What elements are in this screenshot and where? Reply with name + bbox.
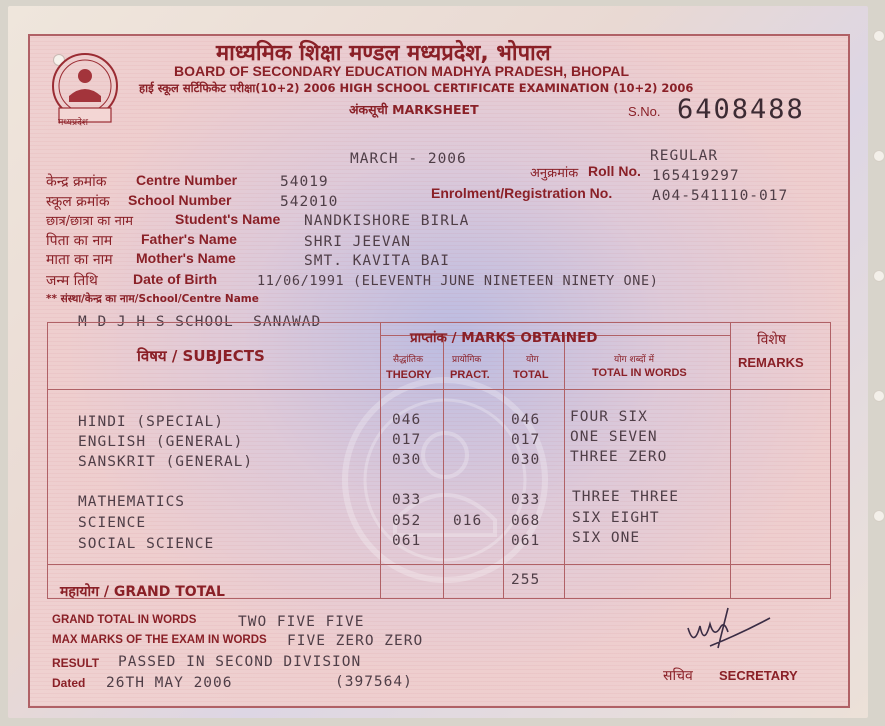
dob-value: 11/06/1991 (ELEVENTH JUNE NINETEEN NINETY ONE) [257, 273, 659, 289]
centre-number: 54019 [280, 174, 329, 190]
total-mark: 017 [511, 432, 541, 448]
total-in-words: ONE SEVEN [570, 429, 658, 445]
student-name: NANDKISHORE BIRLA [304, 213, 470, 229]
grand-total-value: 255 [511, 572, 541, 588]
pract-mark: 016 [453, 513, 483, 529]
table-divider [48, 564, 830, 565]
roll-number: 165419297 [652, 168, 740, 184]
grand-total-label: महायोग / GRAND TOTAL [60, 584, 225, 600]
subject-name: HINDI (SPECIAL) [78, 414, 224, 430]
board-title-english: BOARD OF SECONDARY EDUCATION MADHYA PRADESH, BHOPAL [174, 63, 630, 79]
binder-ring [873, 510, 885, 522]
school-name: M D J H S SCHOOL SANAWAD [78, 314, 322, 330]
dated-value: 26TH MAY 2006 [106, 675, 233, 691]
subjects-header: विषय / SUBJECTS [137, 347, 265, 365]
max-marks-value: FIVE ZERO ZERO [287, 633, 424, 649]
father-name: SHRI JEEVAN [304, 234, 412, 250]
total-header: TOTAL [513, 369, 549, 381]
sno-value: 6408488 [677, 94, 805, 125]
student-label: Student's Name [175, 211, 281, 227]
binder-ring [873, 270, 885, 282]
pract-header: PRACT. [450, 369, 490, 381]
gt-words-label: GRAND TOTAL IN WORDS [52, 614, 197, 626]
exam-title: हाई स्कूल सर्टिफिकेट परीक्षा(10+2) 2006 HIGH SCHOOL CERTIFICATE EXAMINATION (10+2) 2006 [139, 81, 694, 95]
father-label-hi: पिता का नाम [46, 233, 113, 249]
total-mark: 030 [511, 452, 541, 468]
binder-ring [873, 390, 885, 402]
total-mark: 061 [511, 533, 541, 549]
remarks-header: REMARKS [738, 355, 804, 370]
result-value: PASSED IN SECOND DIVISION [118, 654, 362, 670]
subject-name: ENGLISH (GENERAL) [78, 434, 244, 450]
theory-mark: 030 [392, 452, 422, 468]
school-label: School Number [128, 192, 232, 208]
secretary-signature-icon [680, 598, 780, 658]
binder-ring [873, 150, 885, 162]
secretary-label: SECRETARY [719, 668, 798, 683]
remarks-header-hi: विशेष [757, 332, 787, 348]
pract-header-hi: प्रायोगिक [452, 355, 482, 365]
mother-name: SMT. KAVITA BAI [304, 253, 450, 269]
centre-label: Centre Number [136, 172, 238, 188]
words-header: TOTAL IN WORDS [592, 367, 687, 379]
table-divider [730, 323, 731, 598]
centre-label-hi: केन्द्र क्रमांक [46, 174, 107, 190]
exam-session: MARCH - 2006 [350, 151, 467, 167]
school-label-hi: स्कूल क्रमांक [46, 194, 110, 210]
total-in-words: SIX EIGHT [572, 510, 660, 526]
father-label: Father's Name [141, 231, 237, 247]
total-mark: 068 [511, 513, 541, 529]
enrolment-label: Enrolment/Registration No. [431, 185, 613, 201]
roll-label-hi: अनुक्रमांक [530, 166, 579, 181]
board-title-hindi: माध्यमिक शिक्षा मण्डल मध्यप्रदेश, भोपाल [216, 41, 551, 66]
reference-code: (397564) [335, 674, 413, 690]
sno-label: S.No. [628, 104, 661, 119]
secretary-label-hi: सचिव [663, 668, 693, 684]
gt-words-value: TWO FIVE FIVE [238, 614, 365, 630]
total-header-hi: योग [526, 355, 539, 365]
theory-header-hi: सैद्धांतिक [393, 355, 423, 365]
result-label: RESULT [52, 656, 100, 670]
mother-label: Mother's Name [136, 250, 236, 266]
table-divider [443, 335, 444, 598]
seal-label: मध्यप्रदेश [58, 117, 89, 127]
theory-mark: 052 [392, 513, 422, 529]
dated-label: Dated [52, 676, 86, 690]
subject-name: SOCIAL SCIENCE [78, 536, 215, 552]
total-in-words: SIX ONE [572, 530, 641, 546]
school-number: 542010 [280, 194, 339, 210]
binder-ring [873, 30, 885, 42]
total-in-words: FOUR SIX [570, 409, 648, 425]
marks-obtained-header: प्राप्तांक / MARKS OBTAINED [410, 330, 598, 346]
subject-name: SANSKRIT (GENERAL) [78, 454, 254, 470]
total-mark: 033 [511, 492, 541, 508]
mother-label-hi: माता का नाम [46, 252, 113, 268]
table-divider [503, 335, 504, 598]
theory-mark: 033 [392, 492, 422, 508]
theory-mark: 017 [392, 432, 422, 448]
dob-label: Date of Birth [133, 271, 217, 287]
dob-label-hi: जन्म तिथि [46, 273, 98, 289]
roll-label: Roll No. [588, 163, 641, 179]
theory-header: THEORY [386, 369, 432, 381]
table-divider [48, 389, 830, 390]
exam-type: REGULAR [650, 148, 719, 164]
enrolment-number: A04-541110-017 [652, 188, 789, 204]
words-header-hi: योग शब्दों में [614, 355, 654, 365]
subject-name: SCIENCE [78, 515, 147, 531]
max-marks-label: MAX MARKS OF THE EXAM IN WORDS [52, 634, 267, 646]
total-in-words: THREE ZERO [570, 449, 668, 465]
school-name-label: ** संस्था/केन्द्र का नाम/School/Centre Name [46, 293, 259, 305]
theory-mark: 046 [392, 412, 422, 428]
student-label-hi: छात्र/छात्रा का नाम [46, 214, 134, 229]
subject-name: MATHEMATICS [78, 494, 186, 510]
table-divider [564, 335, 565, 598]
table-divider [380, 323, 381, 598]
total-mark: 046 [511, 412, 541, 428]
total-in-words: THREE THREE [572, 489, 680, 505]
marksheet-label: अंकसूची MARKSHEET [349, 102, 479, 117]
theory-mark: 061 [392, 533, 422, 549]
